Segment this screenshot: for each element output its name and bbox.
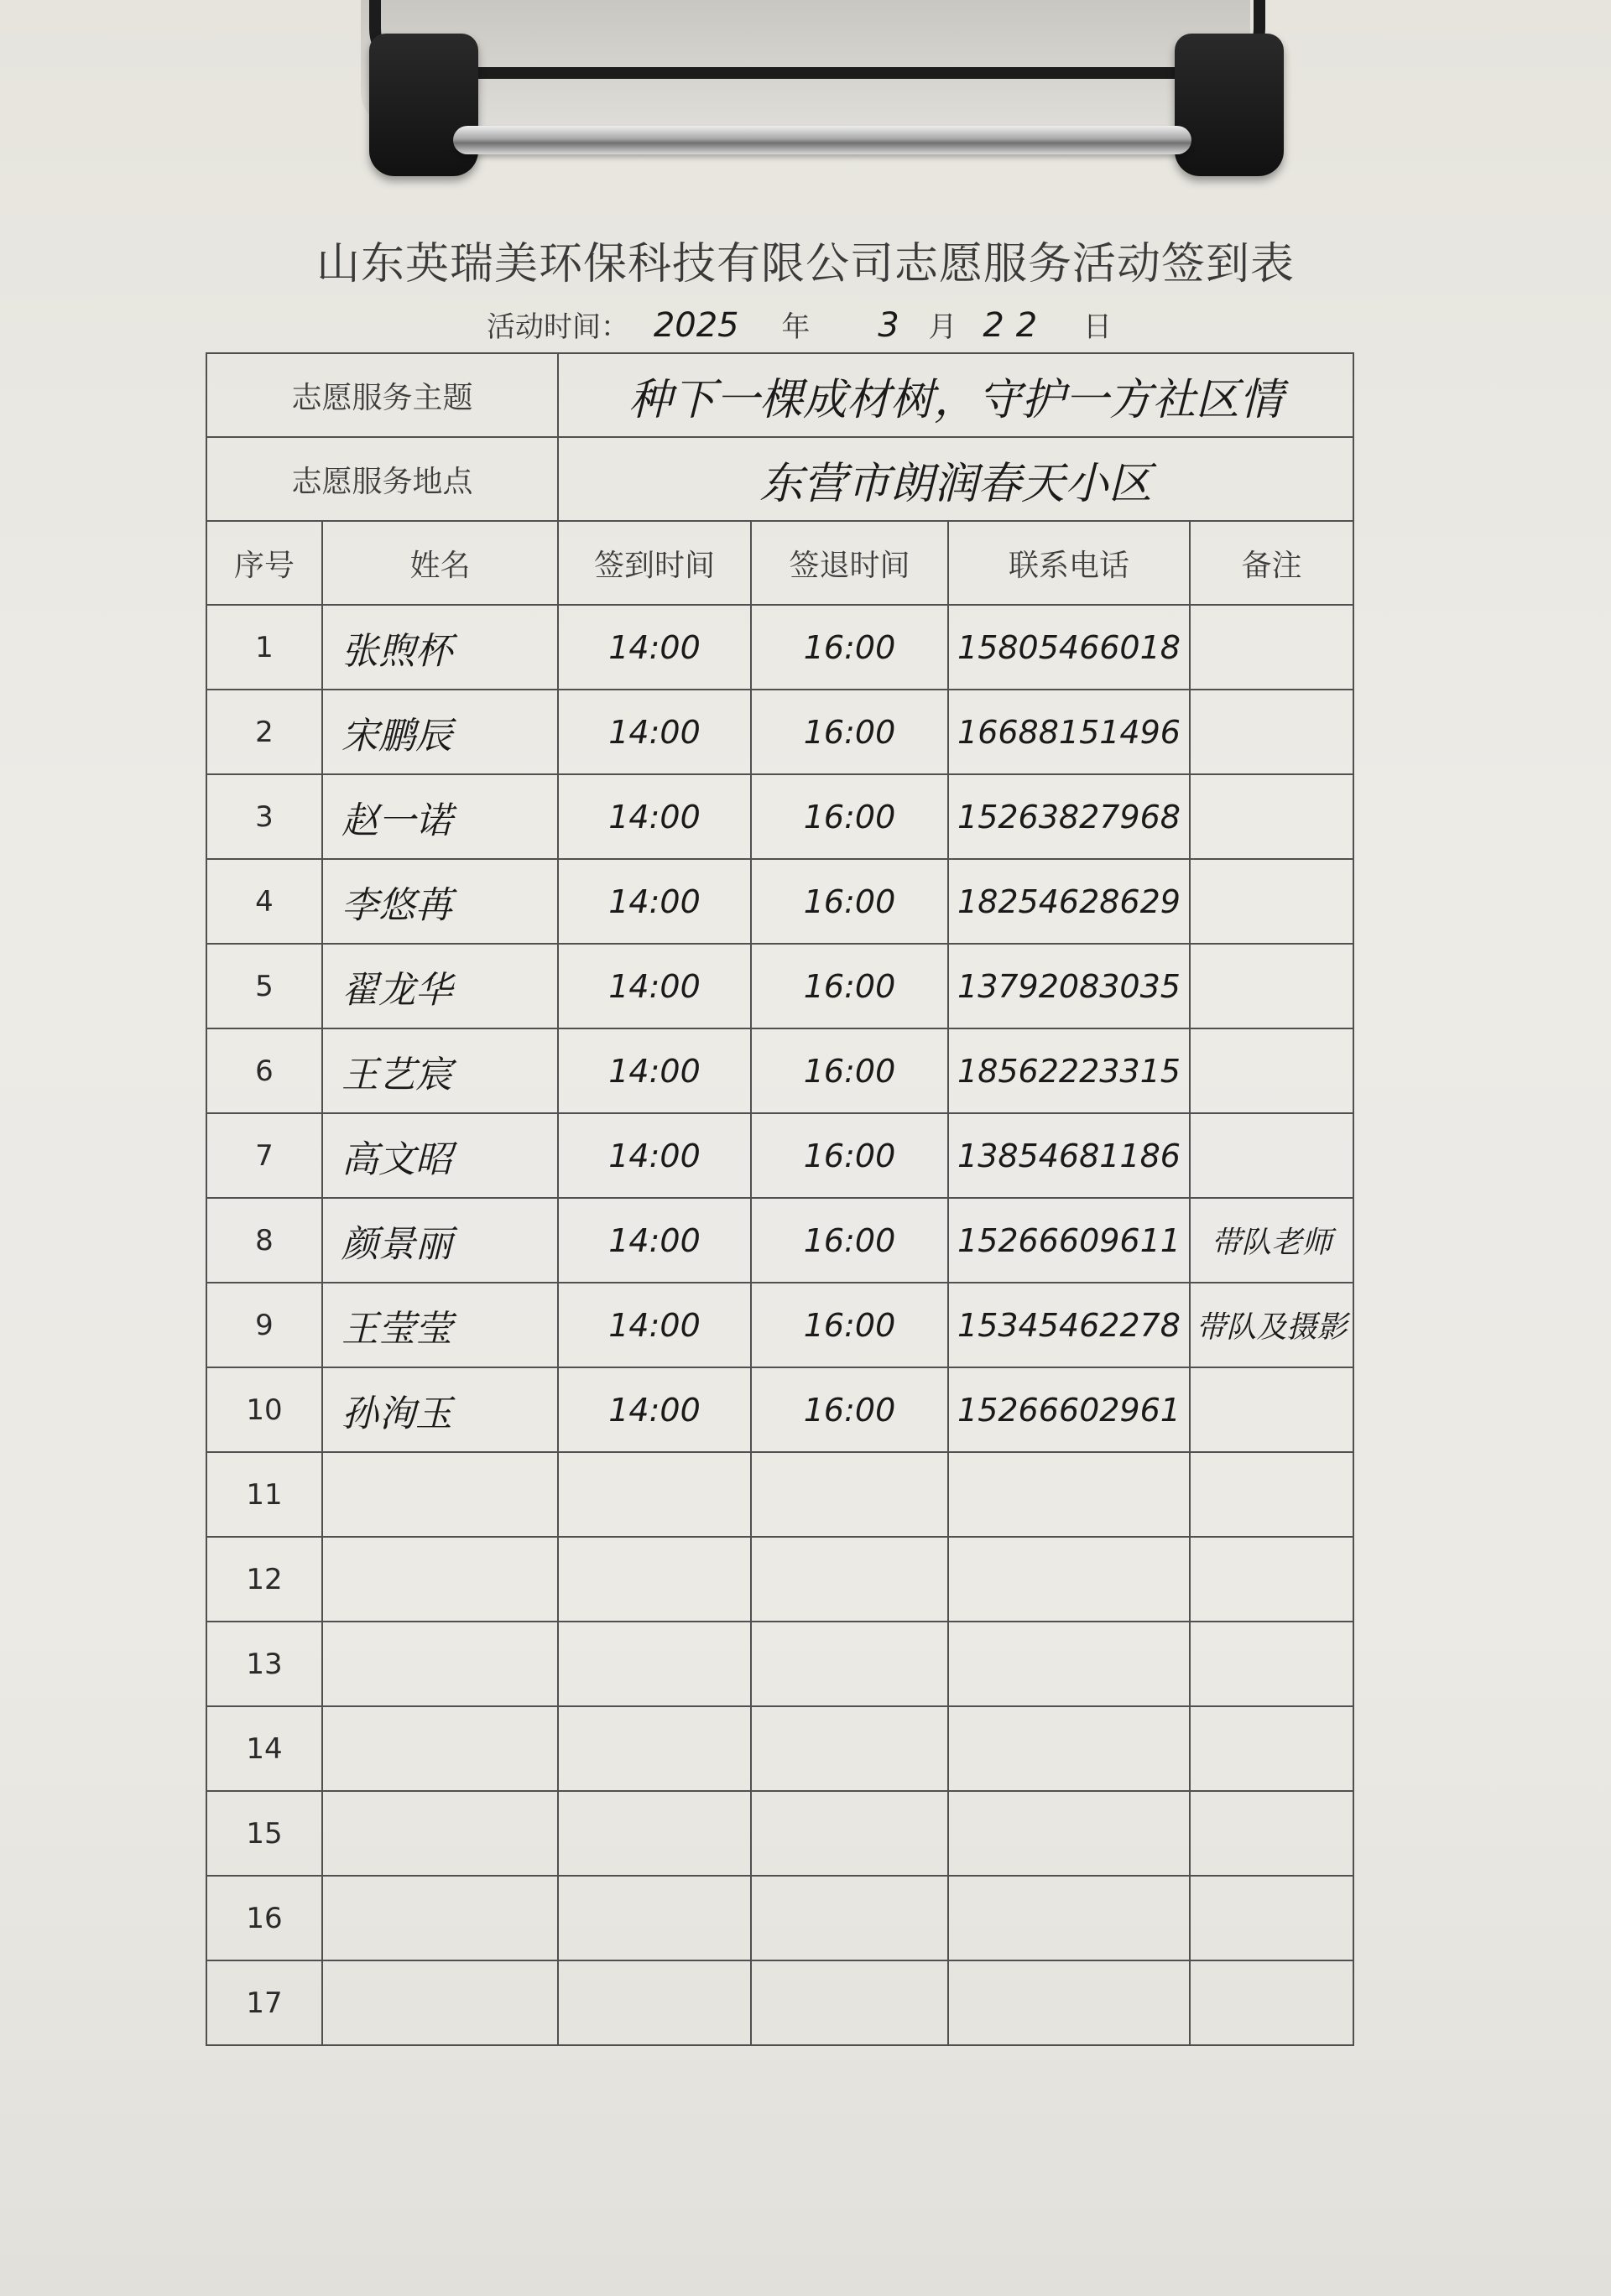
row-phone: [948, 1537, 1190, 1622]
table-row: [206, 1791, 1353, 1876]
row-note: [1190, 605, 1353, 690]
row-sign-out-time: [751, 1791, 948, 1876]
row-sign-out-time: [751, 1876, 948, 1960]
row-sign-in-time: 14:00: [558, 944, 751, 1028]
row-sign-in-time: 14:00: [558, 1113, 751, 1198]
row-name: 张煦杯: [322, 605, 558, 690]
row-seq: 3: [206, 774, 322, 859]
row-phone: [948, 1876, 1190, 1960]
row-sign-in-time: 14:00: [558, 1198, 751, 1283]
row-seq: 7: [206, 1113, 322, 1198]
date-year: 2025: [653, 306, 739, 345]
row-phone: 15263827968: [948, 774, 1190, 859]
row-name: 颜景丽: [322, 1198, 558, 1283]
header-sign-in-time: 签到时间: [558, 521, 751, 605]
table-row: [206, 1452, 1353, 1537]
row-note: [1190, 944, 1353, 1028]
table-row: [206, 605, 1353, 690]
row-note: [1190, 1622, 1353, 1706]
row-sign-in-time: [558, 1706, 751, 1791]
date-day: 22: [983, 306, 1050, 345]
row-phone: 13792083035: [948, 944, 1190, 1028]
row-note: [1190, 1452, 1353, 1537]
row-phone: 18254628629: [948, 859, 1190, 944]
row-phone: [948, 1622, 1190, 1706]
row-sign-in-time: [558, 1452, 751, 1537]
row-name: 李悠苒: [322, 859, 558, 944]
row-sign-in-time: 14:00: [558, 774, 751, 859]
row-note: [1190, 1960, 1353, 2045]
date-day-unit: 日: [1083, 310, 1113, 344]
location-row: [206, 437, 1353, 521]
row-seq: 11: [206, 1452, 322, 1537]
header-seq: 序号: [206, 521, 322, 605]
row-sign-out-time: 16:00: [751, 1283, 948, 1367]
row-phone: [948, 1706, 1190, 1791]
row-sign-out-time: [751, 1960, 948, 2045]
row-sign-out-time: 16:00: [751, 1367, 948, 1452]
row-sign-out-time: 16:00: [751, 774, 948, 859]
row-note: [1190, 1028, 1353, 1113]
row-seq: 4: [206, 859, 322, 944]
theme-value: 种下一棵成材树，守护一方社区情: [558, 353, 1353, 437]
row-sign-out-time: 16:00: [751, 944, 948, 1028]
row-name: 王艺宸: [322, 1028, 558, 1113]
row-sign-out-time: 16:00: [751, 859, 948, 944]
row-seq: 2: [206, 690, 322, 774]
row-seq: 8: [206, 1198, 322, 1283]
date-year-unit: 年: [781, 310, 811, 344]
form-title: 山东英瑞美环保科技有限公司志愿服务活动签到表: [315, 239, 1295, 289]
row-note: [1190, 859, 1353, 944]
date-month: 3: [878, 306, 899, 345]
row-sign-in-time: [558, 1791, 751, 1876]
row-name: [322, 1452, 558, 1537]
row-sign-in-time: 14:00: [558, 690, 751, 774]
location-value: 东营市朗润春天小区: [558, 437, 1353, 521]
table-row: [206, 1876, 1353, 1960]
row-note: 带队及摄影: [1190, 1283, 1353, 1367]
row-sign-in-time: [558, 1960, 751, 2045]
row-sign-out-time: 16:00: [751, 1028, 948, 1113]
row-phone: 15345462278: [948, 1283, 1190, 1367]
theme-row: [206, 353, 1353, 437]
row-note: [1190, 690, 1353, 774]
row-sign-out-time: 16:00: [751, 690, 948, 774]
row-sign-in-time: 14:00: [558, 859, 751, 944]
row-name: 翟龙华: [322, 944, 558, 1028]
row-note: 带队老师: [1190, 1198, 1353, 1283]
activity-date: [487, 304, 1112, 354]
row-phone: 15266602961: [948, 1367, 1190, 1452]
row-phone: [948, 1960, 1190, 2045]
row-note: [1190, 774, 1353, 859]
row-sign-out-time: 16:00: [751, 1113, 948, 1198]
row-seq: 6: [206, 1028, 322, 1113]
row-seq: 15: [206, 1791, 322, 1876]
sign-in-table: [206, 352, 1354, 2046]
location-label: 志愿服务地点: [206, 437, 558, 521]
clipboard-clip-bar: [453, 126, 1191, 154]
table-row: [206, 1028, 1353, 1113]
row-name: 高文昭: [322, 1113, 558, 1198]
row-seq: 14: [206, 1706, 322, 1791]
header-sign-out-time: 签退时间: [751, 521, 948, 605]
row-name: 孙洵玉: [322, 1367, 558, 1452]
table-row: [206, 1622, 1353, 1706]
row-sign-in-time: 14:00: [558, 1028, 751, 1113]
table-row: [206, 1113, 1353, 1198]
row-phone: 18562223315: [948, 1028, 1190, 1113]
table-row: [206, 859, 1353, 944]
header-row: [206, 521, 1353, 605]
row-sign-in-time: [558, 1622, 751, 1706]
row-seq: 1: [206, 605, 322, 690]
theme-label: 志愿服务主题: [206, 353, 558, 437]
row-sign-out-time: [751, 1537, 948, 1622]
row-sign-out-time: 16:00: [751, 1198, 948, 1283]
row-phone: 16688151496: [948, 690, 1190, 774]
row-name: [322, 1791, 558, 1876]
row-note: [1190, 1706, 1353, 1791]
table-row: [206, 1960, 1353, 2045]
table-row: [206, 944, 1353, 1028]
row-sign-out-time: [751, 1622, 948, 1706]
table-row: [206, 1198, 1353, 1283]
row-name: [322, 1537, 558, 1622]
header-name: 姓名: [322, 521, 558, 605]
table-row: [206, 690, 1353, 774]
row-phone: 15805466018: [948, 605, 1190, 690]
table-row: [206, 1283, 1353, 1367]
date-month-unit: 月: [928, 310, 957, 344]
table-row: [206, 1706, 1353, 1791]
row-name: [322, 1960, 558, 2045]
row-sign-out-time: [751, 1452, 948, 1537]
row-phone: [948, 1791, 1190, 1876]
row-phone: [948, 1452, 1190, 1537]
row-note: [1190, 1367, 1353, 1452]
row-phone: 15266609611: [948, 1198, 1190, 1283]
row-seq: 17: [206, 1960, 322, 2045]
row-sign-in-time: 14:00: [558, 605, 751, 690]
row-sign-in-time: [558, 1537, 751, 1622]
row-note: [1190, 1791, 1353, 1876]
row-seq: 13: [206, 1622, 322, 1706]
table-row: [206, 1367, 1353, 1452]
clipboard-clip-left: [369, 34, 478, 176]
row-seq: 12: [206, 1537, 322, 1622]
row-seq: 9: [206, 1283, 322, 1367]
row-sign-in-time: [558, 1876, 751, 1960]
row-name: [322, 1876, 558, 1960]
date-label: 活动时间：: [487, 310, 629, 344]
row-name: 王莹莹: [322, 1283, 558, 1367]
row-name: [322, 1706, 558, 1791]
row-sign-in-time: 14:00: [558, 1283, 751, 1367]
table-row: [206, 1537, 1353, 1622]
row-seq: 5: [206, 944, 322, 1028]
row-note: [1190, 1113, 1353, 1198]
row-phone: 13854681186: [948, 1113, 1190, 1198]
header-note: 备注: [1190, 521, 1353, 605]
clipboard-clip-right: [1175, 34, 1284, 176]
row-seq: 16: [206, 1876, 322, 1960]
row-seq: 10: [206, 1367, 322, 1452]
clipboard-cord: [369, 0, 1265, 79]
row-sign-out-time: 16:00: [751, 605, 948, 690]
table-row: [206, 774, 1353, 859]
row-sign-out-time: [751, 1706, 948, 1791]
row-name: 宋鹏辰: [322, 690, 558, 774]
row-note: [1190, 1876, 1353, 1960]
header-phone: 联系电话: [948, 521, 1190, 605]
row-name: [322, 1622, 558, 1706]
row-name: 赵一诺: [322, 774, 558, 859]
row-sign-in-time: 14:00: [558, 1367, 751, 1452]
row-note: [1190, 1537, 1353, 1622]
